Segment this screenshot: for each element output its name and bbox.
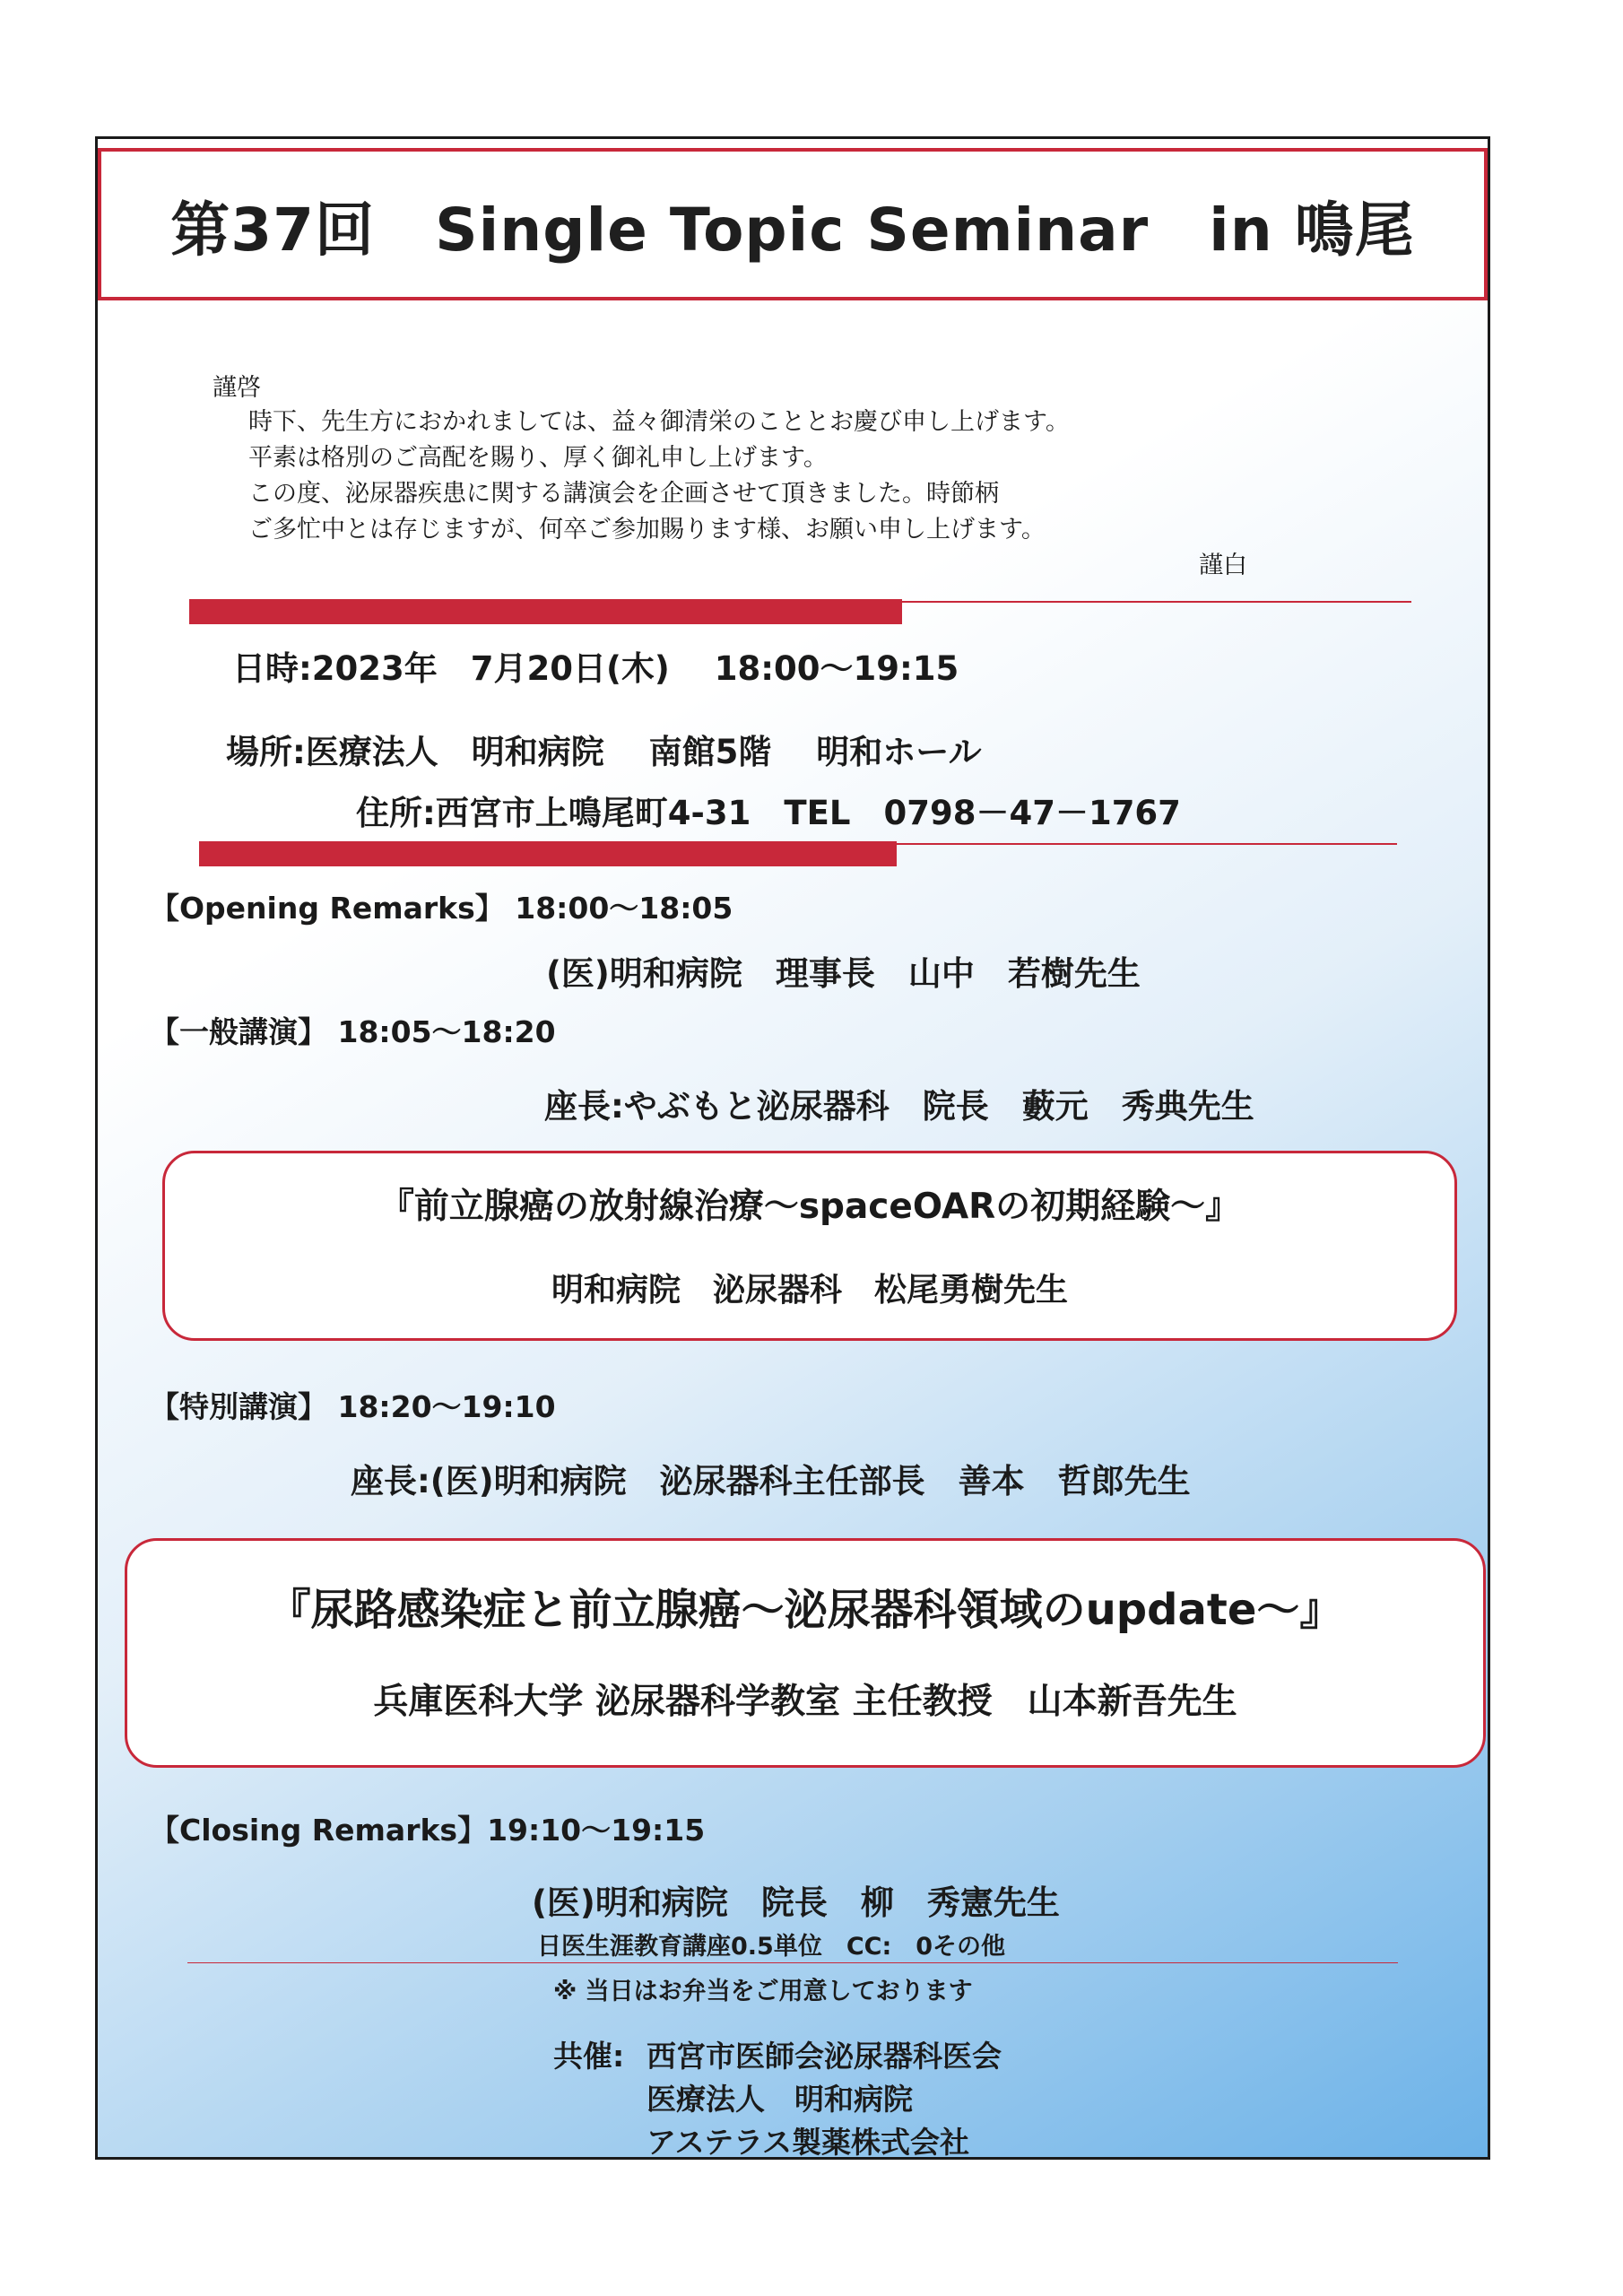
opening-remarks-label: 【Opening Remarks】 18:00～18:05 <box>150 891 733 926</box>
opening-remarks-speaker: (医)明和病院 理事長 山中 若樹先生 <box>546 954 1141 993</box>
sponsor-1: 西宮市医師会泌尿器科医会 <box>647 2039 1002 2074</box>
event-datetime: 日時:2023年 7月20日(木) 18:00～19:15 <box>232 649 959 688</box>
general-lecture-speaker: 明和病院 泌尿器科 松尾勇樹先生 <box>551 1272 1068 1309</box>
seminar-title: 第37回 Single Topic Seminar in 鳴尾 <box>170 195 1415 265</box>
greeting-line-2: 平素は格別のご高配を賜り、厚く御礼申し上げます。 <box>248 444 828 472</box>
general-lecture-title: 『前立腺癌の放射線治療～spaceOARの初期経験～』 <box>378 1187 1241 1227</box>
general-lecture-chair: 座長:やぶもと泌尿器科 院長 藪元 秀典先生 <box>544 1087 1254 1126</box>
special-lecture-chair: 座長:(医)明和病院 泌尿器科主任部長 善本 哲郎先生 <box>351 1462 1191 1500</box>
divider-line-3 <box>187 1962 1398 1963</box>
general-lecture-label: 【一般講演】 18:05～18:20 <box>150 1014 556 1049</box>
divider-bar-1 <box>189 599 902 624</box>
greeting-line-3: この度、泌尿器疾患に関する講演会を企画させて頂きました。時節柄 <box>248 480 999 508</box>
divider-line-1 <box>902 601 1411 603</box>
special-lecture-label: 【特別講演】 18:20～19:10 <box>150 1389 556 1424</box>
event-address: 住所:西宮市上鳴尾町4-31 TEL 0798－47－1767 <box>356 794 1181 832</box>
sponsor-3: アステラス製薬株式会社 <box>647 2125 970 2160</box>
special-lecture-box <box>125 1538 1486 1768</box>
greeting-closing: 謹白 <box>1199 552 1247 579</box>
divider-bar-2 <box>199 841 897 866</box>
divider-line-2 <box>897 843 1397 845</box>
event-venue: 場所:医療法人 明和病院 南館5階 明和ホール <box>226 733 982 771</box>
credit-note: 日医生涯教育講座0.5単位 CC: 0その他 <box>537 1933 1006 1961</box>
closing-remarks-label: 【Closing Remarks】19:10～19:15 <box>150 1813 706 1848</box>
flyer-frame <box>95 136 1490 2160</box>
closing-remarks-speaker: (医)明和病院 院長 柳 秀憲先生 <box>532 1883 1060 1922</box>
special-lecture-title: 『尿路感染症と前立腺癌～泌尿器科領域のupdate～』 <box>267 1585 1343 1635</box>
greeting-line-1: 時下、先生方におかれましては、益々御清栄のこととお慶び申し上げます。 <box>248 408 1070 436</box>
sponsor-label: 共催: <box>553 2039 625 2074</box>
special-lecture-speaker: 兵庫医科大学 泌尿器科学教室 主任教授 山本新吾先生 <box>373 1682 1237 1722</box>
title-box <box>98 148 1488 300</box>
lunch-note: ※ 当日はお弁当をご用意しております <box>553 1978 973 2005</box>
general-lecture-box <box>162 1151 1457 1341</box>
sponsor-2: 医療法人 明和病院 <box>647 2082 913 2117</box>
greeting-opening: 謹啓 <box>213 374 261 402</box>
greeting-line-4: ご多忙中とは存じますが、何卒ご参加賜ります様、お願い申し上げます。 <box>248 516 1046 544</box>
